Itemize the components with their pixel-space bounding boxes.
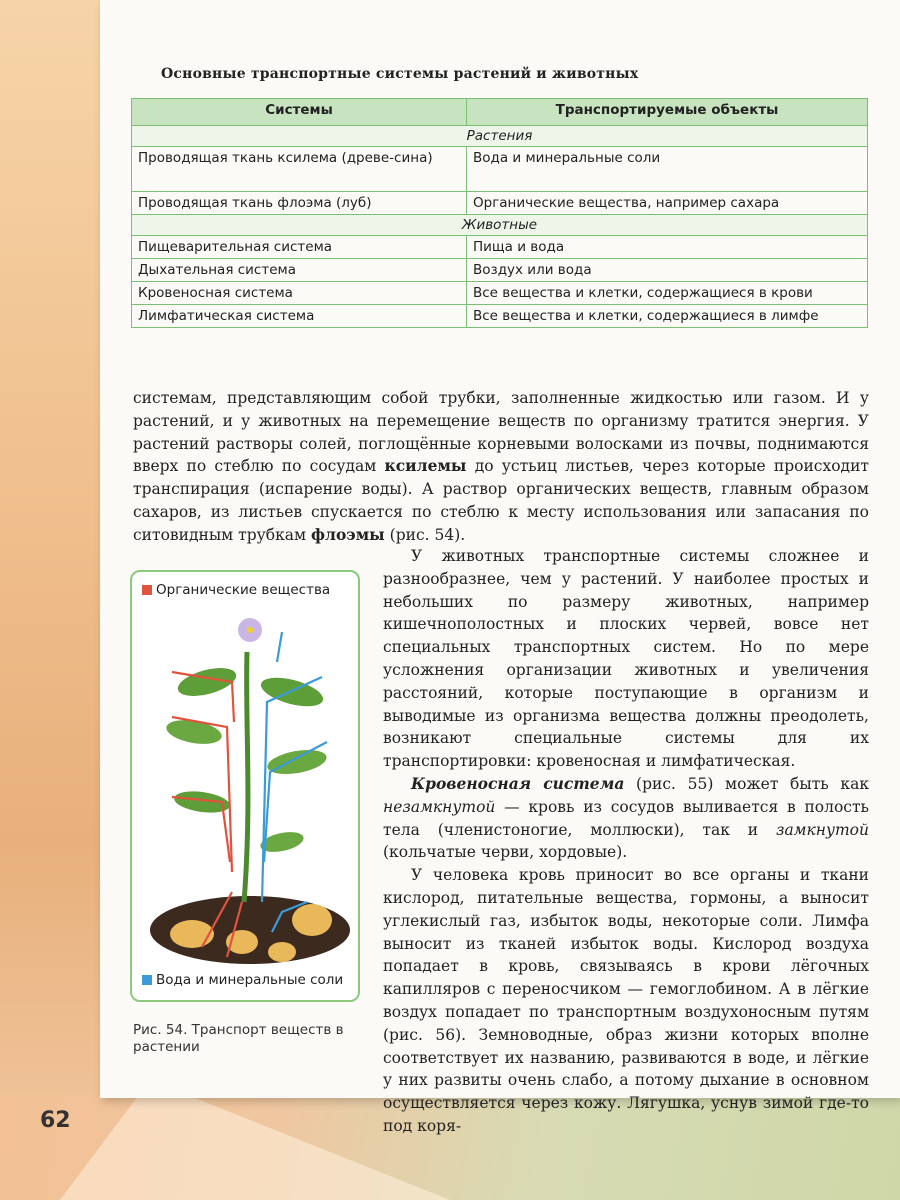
arrow-water [262, 677, 322, 902]
arrow-water [277, 632, 282, 662]
table-cell: Все вещества и клетки, содержащиеся в крови [467, 282, 868, 305]
table-group-row [132, 215, 868, 236]
legend-swatch-blue [142, 975, 152, 985]
leaf [258, 672, 326, 712]
table-row [132, 259, 868, 282]
term-phloem: флоэмы [311, 524, 385, 544]
table-header: Системы [132, 99, 467, 126]
legend-label: Органические вещества [156, 582, 331, 598]
paragraph-3 [383, 773, 869, 864]
table-title: Основные транспортные системы растений и животных [161, 66, 639, 82]
table-row [132, 147, 868, 192]
legend-water [142, 972, 343, 988]
text-run: до устьиц листьев, через которые происходит транспирация (испарение воды). А раствор органических веществ, главным образом сахаров, из листьев спускается по стеблю к месту использования или запасания по ситовидным трубкам [133, 457, 869, 544]
text-run: системам, представляющим собой трубки, заполненные жидкостью или газом. И у растений, и у животных на перемещение веществ по организму тратится энергия. У растений растворы солей, поглощённые корневыми волосками из почвы, поднимаются вверх по стеблю по сосудам [133, 389, 869, 476]
term-xylem: ксилемы [384, 456, 467, 476]
figure-54 [130, 570, 360, 1002]
tuber [268, 942, 296, 962]
flower-center [247, 627, 253, 633]
tuber [292, 904, 332, 936]
legend-swatch-red [142, 585, 152, 595]
table-group-row [132, 126, 868, 147]
term-circulatory-system: Кровеносная система [411, 773, 625, 793]
table-row [132, 305, 868, 328]
page-number: 62 [40, 1108, 71, 1133]
table-cell: Кровеносная система [132, 282, 467, 305]
table-cell: Воздух или вода [467, 259, 868, 282]
cell-text: Проводящая ткань ксилема (древе-сина) [138, 150, 433, 166]
figure-caption: Рис. 54. Транспорт веществ в растении [133, 1022, 344, 1055]
right-column-text [383, 545, 869, 1138]
table-cell: Вода и минеральные соли [467, 147, 868, 192]
table-cell: Проводящая ткань флоэма (луб) [132, 192, 467, 215]
paragraph-1 [133, 387, 869, 547]
table-cell [132, 147, 467, 192]
paragraph-4: У человека кровь приносит во все органы и ткани кислород, питательные вещества, гормоны, а выносит углекислый газ, избыток воды, некоторые соли. Лимфа выносит из тканей избыток воды. Кислород воздуха попадает в кровь, связываясь в крови лёгочных капилляров с переносчиком — гемоглобином. А в лёгкие воздух попадает по транспортным воздухоносным путям (рис. 56). Земноводные, образ жизни которых вполне соответствует их названию, развиваются в воде, и лёгкие у них развиты очень слабо, а потому дыхание в основном осуществляется через кожу. Лягушка, уснув зимой где-то под коря- [383, 866, 869, 1135]
term-open: незамкнутой [383, 797, 496, 816]
table-row [132, 282, 868, 305]
term-closed: замкнутой [775, 820, 869, 839]
plant-illustration [132, 602, 358, 982]
table-cell: Лимфатическая система [132, 305, 467, 328]
text-run: (кольчатые черви, хордовые). [383, 843, 628, 862]
group-label-plants: Растения [132, 126, 868, 147]
table-cell: Пищеварительная система [132, 236, 467, 259]
stem [244, 652, 248, 902]
table-cell: Органические вещества, например сахара [467, 192, 868, 215]
table-row [132, 192, 868, 215]
table-cell: Все вещества и клетки, содержащиеся в лимфе [467, 305, 868, 328]
text-run: (рис. 55) может быть как [624, 774, 870, 793]
table-header-row [132, 99, 868, 126]
table-header: Транспортируемые объекты [467, 99, 868, 126]
paragraph-2: У животных транспортные системы сложнее и разнообразнее, чем у растений. У наиболее простых и небольших по размеру животных, например кишечнополостных и плоских червей, вовсе нет специальных транспортных систем. Но по мере усложнения организации животных и увеличения расстояний, которые поступающие в организм и выводимые из организма вещества должны преодолеть, возникают специальные системы для их транспортировки: кровеносная и лимфатическая. [383, 547, 869, 771]
tuber [170, 920, 214, 948]
leaf [266, 746, 329, 778]
legend-organic [142, 582, 330, 598]
group-label-animals: Животные [132, 215, 868, 236]
transport-systems-table [131, 98, 868, 328]
text-run: — кровь из сосудов выливается в полость тела (членистоногие, моллюски), так и [383, 797, 869, 839]
legend-label: Вода и минеральные соли [156, 972, 344, 988]
text-run: (рис. 54). [384, 525, 466, 544]
table-cell: Дыхательная система [132, 259, 467, 282]
table-cell: Пища и вода [467, 236, 868, 259]
background-left [0, 0, 110, 1200]
table-row [132, 236, 868, 259]
